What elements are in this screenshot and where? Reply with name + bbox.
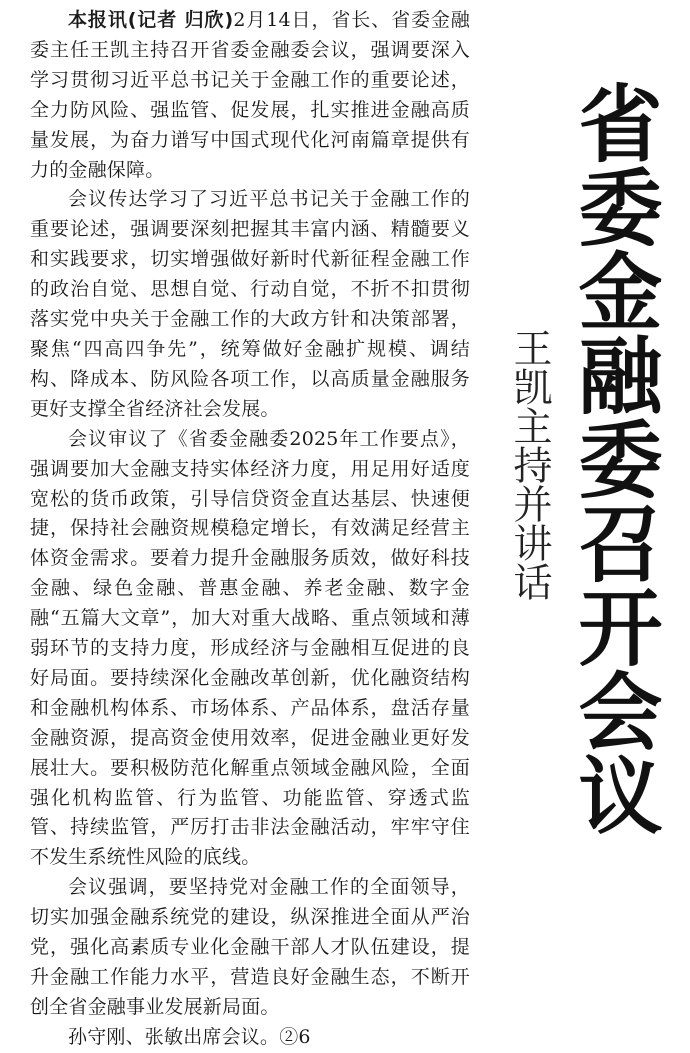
article-paragraph-3: 会议审议了《省委金融委2025年工作要点》，强调要加大金融支持实体经济力度，用足用好适度宽松的货币政策，引导信贷资金直达基层、快速便捷，保持社会融资规模稳定增长，有效满足经营主体资金需求。要着力提升金融服务质效，做好科技金融、绿色金融、普惠金融、养老金融、数字金融“五篇大文章”，加大对重大战略、重点领域和薄弱环节的支持力度，形成经济与金融相互促进的良好局面。要持续深化金融改革创新，优化融资结构和金融机构体系、市场体系、产品体系，盘活存量金融资源，提高资金使用效率，促进金融业更好发展壮大。要积极防范化解重点领域金融风险，全面强化机构监管、行为监管、功能监管、穿透式监管、持续监管，严厉打击非法金融活动，牢牢守住不发生系统性风险的底线。 <box>30 427 470 869</box>
subheadline: 王凯主持并讲话 <box>507 328 552 601</box>
article-paragraph-5: 孙守刚、张敏出席会议。②6 <box>68 1025 311 1048</box>
article-paragraph-4: 会议强调，要坚持党对金融工作的全面领导，切实加强金融系统党的建设，纵深推进全面从严治党，强化高素质专业化金融干部人才队伍建设，提升金融工作能力水平，营造良好金融生态，不断开创全省金融事业发展新局面。 <box>30 876 470 1018</box>
article-paragraph-2: 会议传达学习了习近平总书记关于金融工作的重要论述，强调要深刻把握其丰富内涵、精髓要义和实践要求，切实增强做好新时代新征程金融工作的政治自觉、思想自觉、行动自觉，不折不扣贯彻落实党中央关于金融工作的大政方针和决策部署，聚焦“四高四争先”，统筹做好金融扩规模、调结构、降成本、防风险各项工作，以高质量金融服务更好支撑全省经济社会发展。 <box>30 188 470 420</box>
paragraph-text: 2月14日，省长、省委金融委主任王凯主持召开省委金融委会议，强调要深入学习贯彻习近平总书记关于金融工作的重要论述，全力防风险、强监管、促发展，扎实推进金融高质量发展，为奋力谱写中国式现代化河南篇章提供有力的金融保障。 <box>30 9 471 181</box>
article-paragraph-1 <box>30 6 470 185</box>
dateline: 本报讯(记者 归欣) <box>68 9 234 31</box>
article-body <box>30 6 471 1048</box>
headline: 省委金融委召开会议 <box>565 80 663 836</box>
